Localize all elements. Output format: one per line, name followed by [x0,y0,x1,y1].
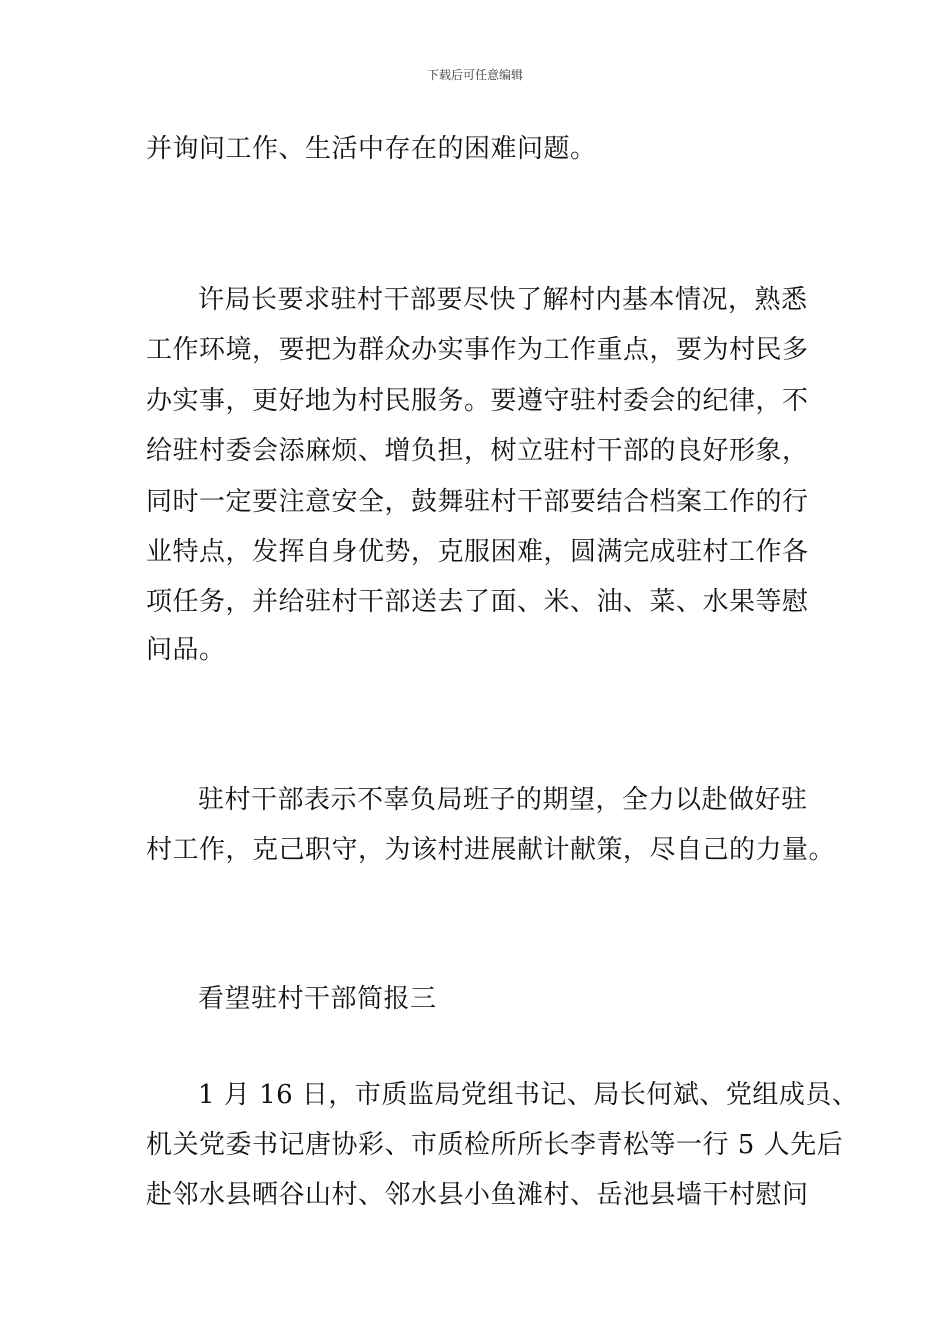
text-line-5: 给驻村委会添麻烦、增负担，树立驻村干部的良好形象， [146,436,809,466]
text-line-6: 同时一定要注意安全，鼓舞驻村干部要结合档案工作的行 [146,487,809,517]
text-line-12: 1 月 16 日，市质监局党组书记、局长何斌、党组成员、 [198,1080,859,1110]
text-line-4: 办实事，更好地为村民服务。要遵守驻村委会的纪律，不 [146,386,809,416]
section-heading: 看望驻村干部简报三 [198,984,437,1014]
text-line-11: 村工作，克己职守，为该村进展献计献策，尽自己的力量。 [146,835,836,865]
text-line-9: 问品。 [146,635,226,665]
text-line-10: 驻村干部表示不辜负局班子的期望，全力以赴做好驻 [198,785,808,815]
text-line-2: 许局长要求驻村干部要尽快了解村内基本情况，熟悉 [198,285,808,315]
text-line-7: 业特点，发挥自身优势，克服困难，圆满完成驻村工作各 [146,537,809,567]
page-header-note: 下载后可任意编辑 [426,68,523,82]
text-line-1: 并询问工作、生活中存在的困难问题。 [146,134,597,164]
text-line-8: 项任务，并给驻村干部送去了面、米、油、菜、水果等慰 [146,587,809,617]
text-line-14: 赴邻水县晒谷山村、邻水县小鱼滩村、岳池县墙干村慰问 [146,1180,809,1210]
text-line-3: 工作环境，要把为群众办实事作为工作重点，要为村民多 [146,335,809,365]
text-line-13: 机关党委书记唐协彩、市质检所所长李青松等一行 5 人先后 [146,1130,844,1160]
